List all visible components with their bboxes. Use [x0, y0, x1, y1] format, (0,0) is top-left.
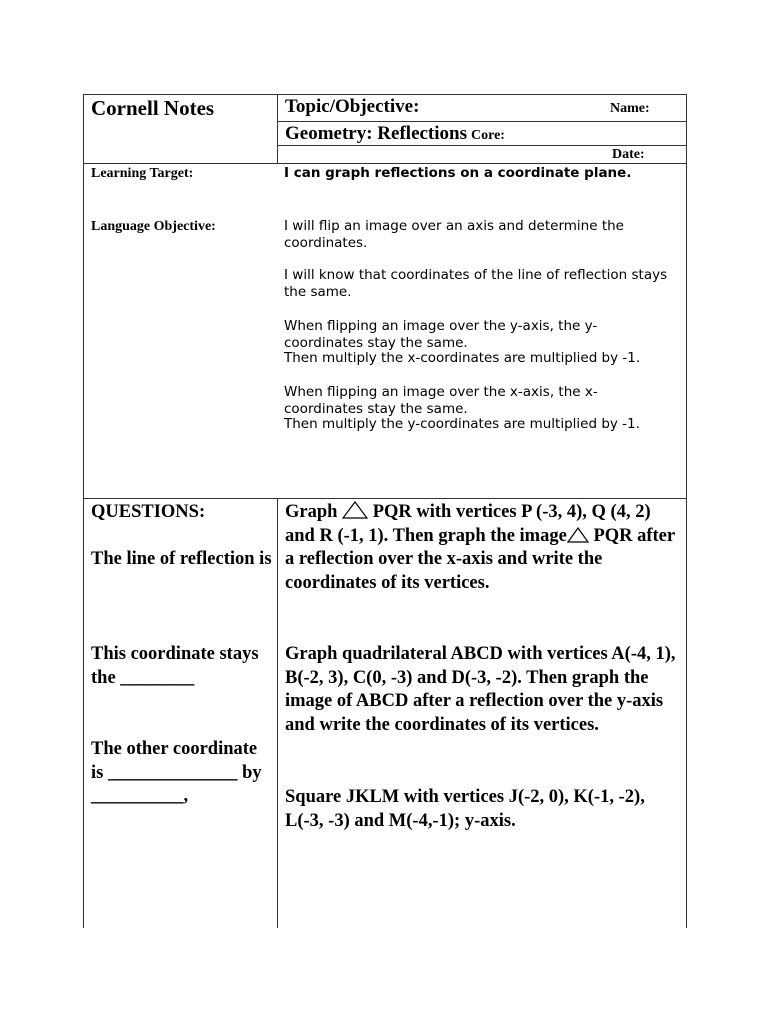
question-coordinate-stays: This coordinate stays the ________	[91, 644, 259, 688]
question-line-of-reflection: The line of reflection is	[91, 549, 272, 569]
date-label: Date:	[612, 147, 645, 162]
language-objective-5: When flipping an image over the x-axis, the x-coordinates stay the same.	[284, 384, 598, 417]
header-divider-1	[277, 121, 687, 122]
section-divider	[83, 498, 687, 499]
questions-divider-vertical	[277, 498, 278, 928]
problem-1-lead: Graph	[285, 502, 338, 522]
triangle-icon	[567, 527, 589, 543]
notes-problem-2: Graph quadrilateral ABCD with vertices A(-4, 1), B(-2, 3), C(0, -3) and D(-3, -2). Then graph the image of ABCD after a reflection over the y-axis and write the coordinates of its vertices.	[285, 644, 676, 735]
problem-1-body: PQR with vertices P (-3, 4), Q (4, 2) and R (-1, 1). Then graph the image	[285, 502, 651, 546]
header-divider-2	[277, 145, 687, 146]
header-divider-3	[83, 163, 687, 164]
border-top	[83, 94, 687, 95]
triangle-icon	[342, 501, 368, 519]
page-title: Cornell Notes	[91, 96, 215, 120]
core-label: Core:	[471, 128, 505, 143]
notes-problem-1	[285, 501, 683, 595]
learning-target-label: Learning Target:	[91, 166, 194, 181]
question-other-coordinate: The other coordinate is ______________ by __________,	[91, 739, 262, 806]
language-objective-2: I will know that coordinates of the line of reflection stays the same.	[284, 267, 668, 300]
border-right	[686, 94, 687, 928]
language-objective-label: Language Objective:	[91, 219, 216, 234]
language-objective-1: I will flip an image over an axis and determine the coordinates.	[284, 218, 624, 251]
language-objective-4: Then multiply the x-coordinates are multiplied by -1.	[284, 350, 641, 366]
questions-heading: QUESTIONS:	[91, 502, 206, 522]
name-label: Name:	[610, 101, 650, 116]
topic-value-row	[285, 123, 505, 145]
topic-value: Geometry: Reflections	[285, 123, 468, 144]
language-objective-6: Then multiply the y-coordinates are multiplied by -1.	[284, 416, 640, 432]
topic-label: Topic/Objective:	[285, 96, 420, 117]
problem-1-tail: PQR after a reflection over the x-axis and write the coordinates of its vertices.	[285, 525, 675, 593]
learning-target-text: I can graph reflections on a coordinate plane.	[284, 165, 632, 181]
header-divider-vertical	[277, 94, 278, 163]
language-objective-3: When flipping an image over the y-axis, the y-coordinates stay the same.	[284, 318, 598, 351]
notes-problem-3: Square JKLM with vertices J(-2, 0), K(-1, -2), L(-3, -3) and M(-4,-1); y-axis.	[285, 787, 645, 831]
border-left	[83, 94, 84, 928]
